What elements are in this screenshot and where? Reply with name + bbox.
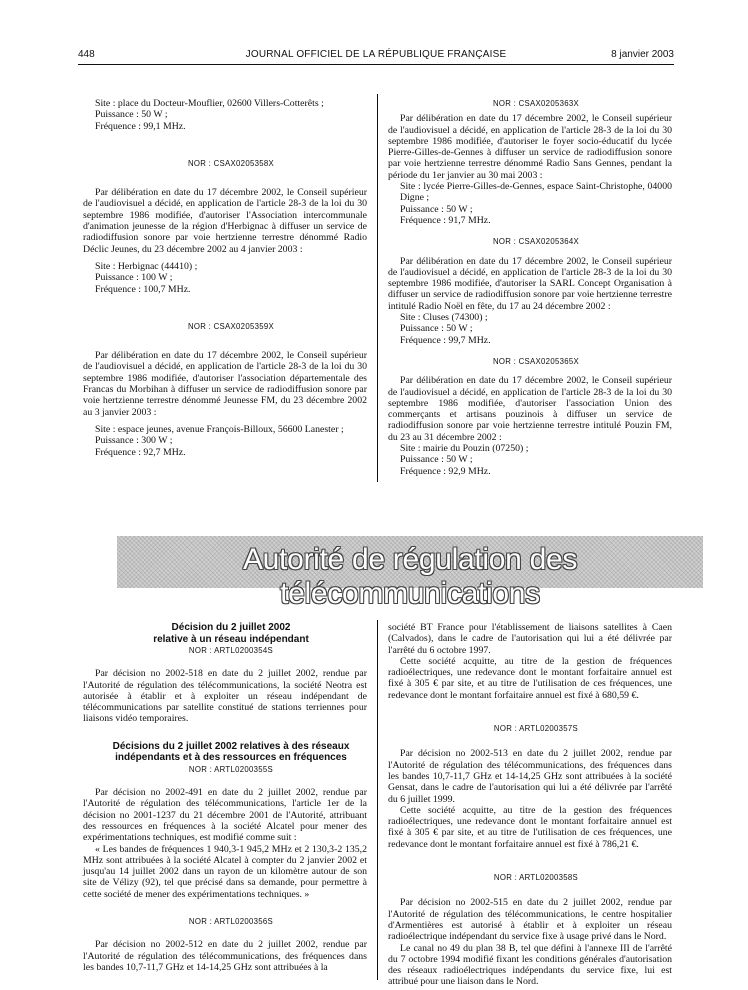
decision-text: société BT France pour l'établissement de liaisons satellites à Caen (Calvados), dans le cadre de l'autorisation qui lui a été délivrée par l'arrêté du 6 octobre 1997.: [388, 622, 672, 656]
power-line: Puissance : 100 W ;: [95, 272, 173, 284]
power-line: Puissance : 50 W ;: [95, 109, 168, 121]
section-banner: [117, 536, 703, 610]
issue-date: 8 janvier 2003: [611, 49, 674, 60]
bottom-left-column: [83, 622, 367, 973]
power-line: Puissance : 50 W ;: [400, 323, 473, 335]
deliberation-text: Par délibération en date du 17 décembre 2002, le Conseil supérieur de l'audiovisuel a décidé, en application de l'article 28-3 de la loi du 30 septembre 1986 modifiée, d'autoriser l'Association intercommunale d'animation jeunesse de la région d'Herbignac à diffuser un service de radiodiffusion sonore par voie hertzienne terrestre dénommé Radio Déclic Jeunes, du 23 décembre 2002 au 4 janvier 2003 :: [83, 187, 367, 255]
nor-reference: NOR : CSAX0205364X: [492, 237, 579, 247]
section-title: Autorité de régulation des télécommunications: [242, 543, 578, 610]
frequency-line: Fréquence : 99,1 MHz.: [95, 120, 186, 132]
decision-text: Par décision no 2002-518 en date du 2 juillet 2002, rendue par l'Autorité de régulation des télécommunications, la société Neotra est autorisée à établir et à exploiter un réseau indépendant de télécommunications par satellite constitué de stations terriennes pour liaisons vidéo temporaires.: [83, 668, 367, 725]
site-line: Site : Cluses (74300) ;: [400, 312, 488, 324]
top-right-column: [388, 98, 672, 477]
frequency-line: Fréquence : 99,7 MHz.: [400, 334, 491, 346]
site-line: Site : mairie du Pouzin (07250) ;: [400, 443, 529, 455]
deliberation-details: [83, 261, 367, 295]
nor-reference: NOR : ARTL0200355S: [188, 764, 274, 774]
decision-text: Par décision no 2002-513 en date du 2 juillet 2002, rendue par l'Autorité de régulation des télécommunications, des fréquences dans les bandes 10,7-11,7 GHz et 14-14,25 GHz sont attribuées à la société Gensat, dans le cadre de l'autorisation qui lui a été délivrée par l'arrêté du 6 juillet 1999.: [388, 748, 672, 805]
power-line: Puissance : 50 W ;: [400, 454, 473, 466]
site-line: Site : espace jeunes, avenue François-Billoux, 56600 Lanester ;: [95, 423, 344, 435]
deliberation-text: Par délibération en date du 17 décembre 2002, le Conseil supérieur de l'audiovisuel a décidé, en application de l'article 28-3 de la loi du 30 septembre 1986 modifiée, d'autoriser l'association départementale des Francas du Morbihan à diffuser un service de radiodiffusion sonore par voie hertzienne terrestre dénommé Jeunesse FM, du 23 décembre 2002 au 3 janvier 2003 :: [83, 350, 367, 418]
decision-text: Cette société acquitte, au titre de la gestion des fréquences radioélectriques, une redevance dont le montant forfaitaire annuel est fixé à 305 € par site, et au titre de l'utilisation de ces fréquences, une redevance dont le montant forfaitaire annuel est fixé à 786,21 €.: [388, 804, 672, 850]
site-line: Site : lycée Pierre-Gilles-de-Gennes, espace Saint-Christophe, 04000 Digne ;: [400, 181, 672, 204]
frequency-line: Fréquence : 91,7 MHz.: [400, 214, 491, 226]
nor-reference: NOR : ARTL0200357S: [493, 724, 579, 734]
decision-text: Le canal no 49 du plan 38 B, tel que défini à l'annexe III de l'arrêté du 7 octobre 1994 modifié fixant les conditions générales d'autorisation des réseaux radioélectriques indépendants du service fixe, lui est attribué pour une liaison dans le Nord.: [388, 942, 672, 988]
header-rule: [78, 64, 674, 65]
deliberation-text: Par délibération en date du 17 décembre 2002, le Conseil supérieur de l'audiovisuel a décidé, en application de l'article 28-3 de la loi du 30 septembre 1986 modifiée, d'autoriser l'association Union des commerçants et artisans pouzinois à diffuser un service de radiodiffusion sonore par voie hertzienne terrestre intitulé Pouzin FM, du 23 au 31 décembre 2002 :: [388, 375, 672, 443]
frequency-line: Fréquence : 92,7 MHz.: [95, 446, 186, 458]
decision-text: Par décision no 2002-491 en date du 2 juillet 2002, rendue par l'Autorité de régulation des télécommunications, l'article 1er de la décision no 2001-1237 du 21 décembre 2001 de l'Autorité, attribuant des ressources en fréquences à la société Alcatel pour mener des expérimentations techniques, est modifié comme suit :: [83, 787, 367, 844]
power-line: Puissance : 50 W ;: [400, 203, 473, 215]
bottom-right-column: [388, 622, 672, 988]
power-line: Puissance : 300 W ;: [95, 435, 173, 447]
nor-reference: NOR : CSAX0205359X: [187, 321, 274, 331]
site-line: Site : place du Docteur-Mouflier, 02600 Villers-Cotterêts ;: [95, 98, 324, 109]
page-number: 448: [78, 49, 95, 60]
deliberation-text: Par délibération en date du 17 décembre 2002, le Conseil supérieur de l'audiovisuel a décidé, en application de l'article 28-3 de la loi du 30 septembre 1986 modifiée, d'autoriser la SARL Concept Organisation à diffuser un service de radiodiffusion sonore par voie hertzienne terrestre intitulé Radio Noël en fête, du 17 au 24 décembre 2002 :: [388, 255, 672, 312]
intro-details: [83, 98, 367, 132]
nor-reference: NOR : CSAX0205365X: [492, 356, 579, 366]
frequency-line: Fréquence : 100,7 MHz.: [95, 283, 191, 295]
decision-quote: « Les bandes de fréquences 1 940,3-1 945,2 MHz et 2 130,3-2 135,2 MHz sont attribuées à la société Alcatel à compter du 2 janvier 2002 et jusqu'au 14 juillet 2002 dans un rayon de un kilomètre autour de son site de Vélizy (92), tel que précisé dans sa demande, pour permettre à cette société de mener des expérimentations techniques. »: [83, 843, 367, 900]
journal-title: JOURNAL OFFICIEL DE LA RÉPUBLIQUE FRANÇAISE: [245, 49, 507, 60]
page-header: [78, 49, 674, 63]
nor-reference: NOR : CSAX0205363X: [492, 99, 579, 108]
decision-subtitle: indépendants et à des ressources en fréquences: [115, 752, 347, 764]
nor-reference: NOR : CSAX0205358X: [187, 158, 274, 168]
deliberation-text: Par délibération en date du 17 décembre 2002, le Conseil supérieur de l'audiovisuel a décidé, en application de l'article 28-3 de la loi du 30 septembre 1986 modifiée, d'autoriser le foyer socio-éducatif du lycée Pierre-Gilles-de-Gennes à diffuser un service de radiodiffusion sonore par voie hertzienne terrestre dénommé Radio Sans Gennes, pendant la période du 1er janvier au 30 mai 2003 :: [388, 113, 672, 181]
deliberation-details: [388, 312, 672, 346]
top-left-column: [83, 98, 367, 458]
decision-title: Décision du 2 juillet 2002: [171, 622, 291, 633]
decision-text: Par décision no 2002-512 en date du 2 juillet 2002, rendue par l'Autorité de régulation des télécommunications, des fréquences dans les bandes 10,7-11,7 GHz et 14-14,25 GHz sont attribuées à la: [83, 939, 367, 973]
column-divider: [377, 620, 378, 980]
nor-reference: NOR : ARTL0200356S: [188, 917, 274, 927]
deliberation-details: [83, 424, 367, 458]
decision-title: Décisions du 2 juillet 2002 relatives à des réseaux: [112, 740, 350, 752]
nor-reference: NOR : ARTL0200354S: [188, 646, 274, 655]
site-line: Site : Herbignac (44410) ;: [95, 260, 198, 272]
decision-text: Par décision no 2002-515 en date du 2 juillet 2002, rendue par l'Autorité de régulation des télécommunications, le centre hospitalier d'Armentières est autorisé à établir et à exploiter un réseau radioélectrique indépendant du service fixe à usage privé dans le Nord.: [388, 897, 672, 943]
column-divider: [377, 94, 378, 482]
nor-reference: NOR : ARTL0200358S: [493, 873, 579, 883]
frequency-line: Fréquence : 92,9 MHz.: [400, 465, 491, 477]
decision-subtitle: relative à un réseau indépendant: [153, 633, 309, 645]
deliberation-details: [388, 443, 672, 477]
decision-text: Cette société acquitte, au titre de la gestion de fréquences radioélectriques, une redevance dont le montant forfaitaire annuel est fixé à 305 € par site, et au titre de l'utilisation de ces fréquences, une redevance dont le montant forfaitaire annuel est fixé à 680,59 €.: [388, 655, 672, 701]
deliberation-details: [388, 181, 672, 226]
